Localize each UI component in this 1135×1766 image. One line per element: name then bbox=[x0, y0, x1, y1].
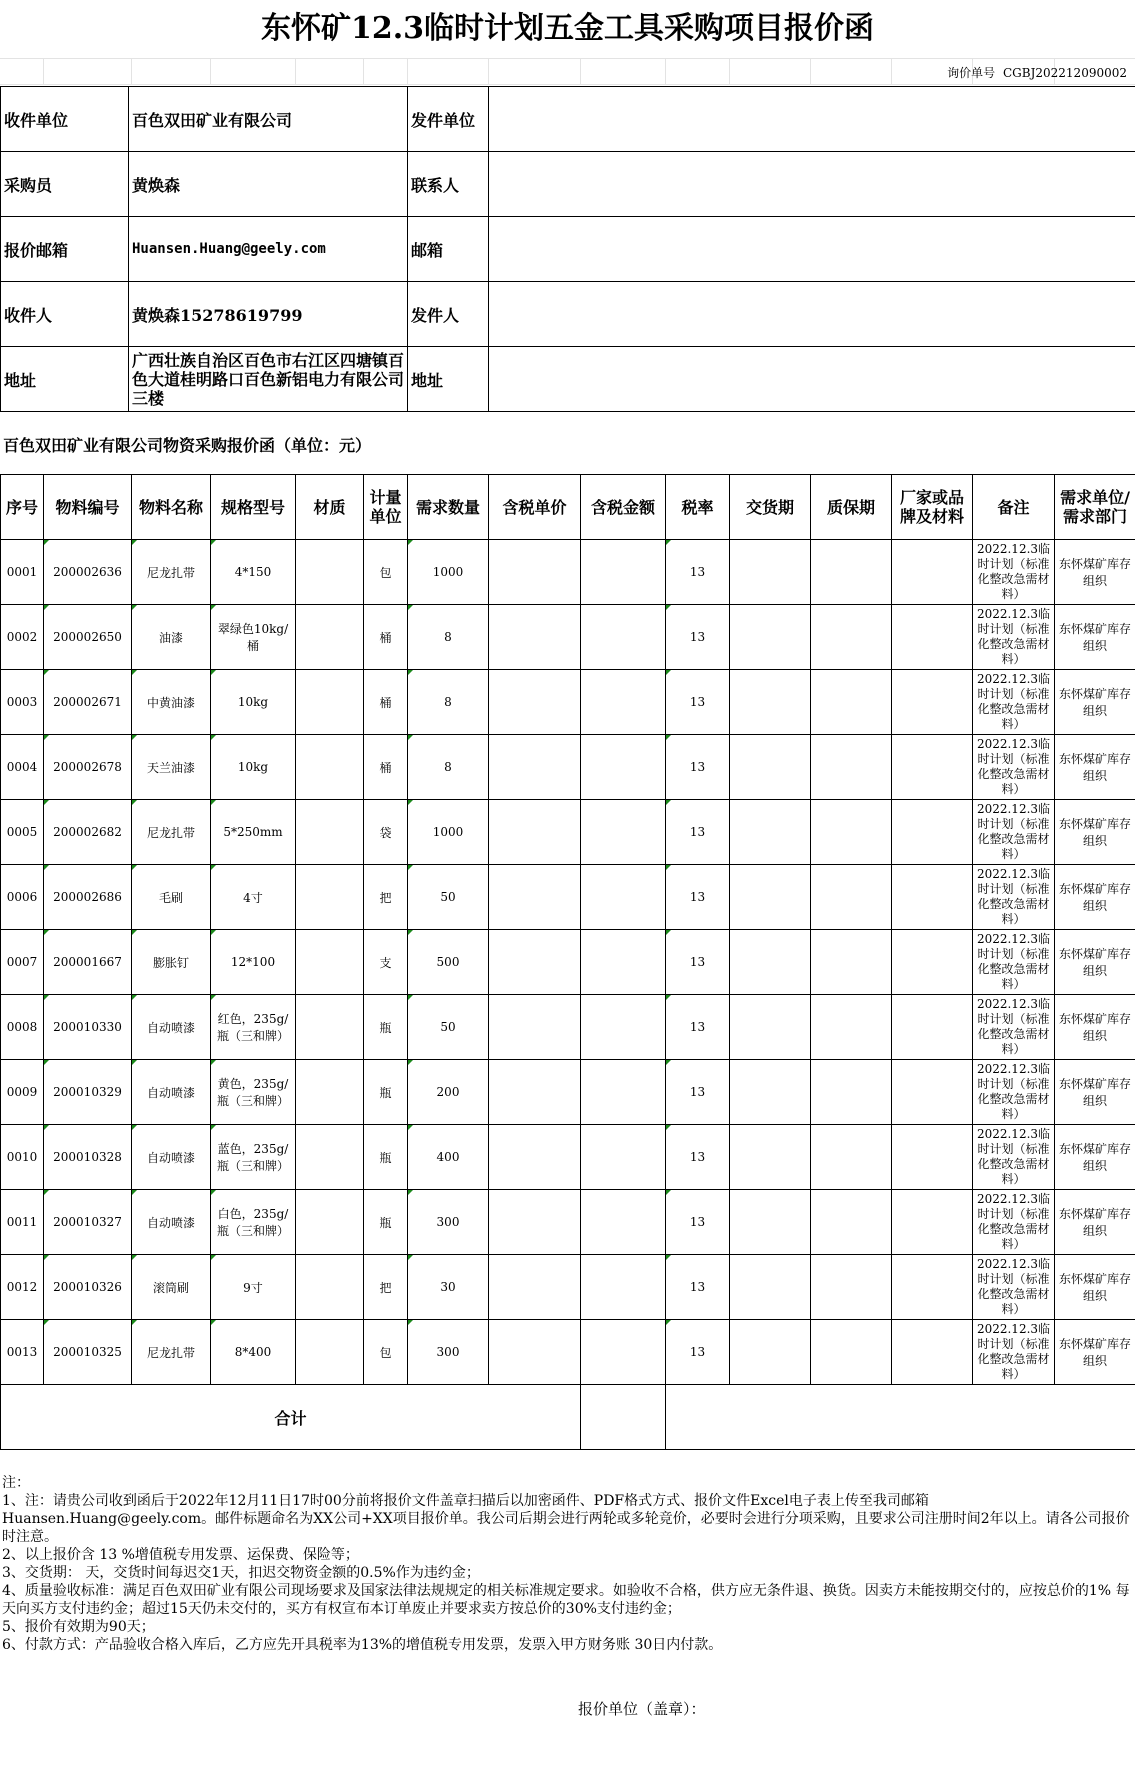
cell-no: 0002 bbox=[1, 605, 44, 670]
cell-price[interactable] bbox=[489, 1190, 581, 1255]
column-header: 质保期 bbox=[811, 475, 892, 540]
cell-qty: 300 bbox=[408, 1190, 489, 1255]
total-remainder bbox=[666, 1385, 1135, 1450]
cell-delivery[interactable] bbox=[730, 735, 811, 800]
cell-unit: 袋 bbox=[364, 800, 408, 865]
note-line: 4、质量验收标准：满足百色双田矿业有限公司现场要求及国家法律法规规定的相关标准规定要求。如验收不合格，供方应无条件退、换货。因卖方未能按期交付的，应按总价的1% 每天向买方支付违约金；超过15天仍未交付的，买方有权宣布本订单废止并要求卖方按总价的30%支付违约金； bbox=[2, 1583, 1130, 1617]
cell-note: 2022.12.3临时计划（标准化整改急需材料） bbox=[973, 1190, 1055, 1255]
cell-note: 2022.12.3临时计划（标准化整改急需材料） bbox=[973, 995, 1055, 1060]
cell-delivery[interactable] bbox=[730, 930, 811, 995]
cell-qty: 8 bbox=[408, 605, 489, 670]
cell-tax: 13 bbox=[666, 540, 730, 605]
label-buyer: 采购员 bbox=[1, 152, 129, 217]
column-header: 备注 bbox=[973, 475, 1055, 540]
info-row bbox=[1, 217, 1135, 282]
sender-value[interactable] bbox=[489, 282, 1135, 347]
cell-brand[interactable] bbox=[892, 1125, 973, 1190]
cell-spec: 5*250mm bbox=[211, 800, 296, 865]
cell-price[interactable] bbox=[489, 1125, 581, 1190]
cell-code: 200010329 bbox=[44, 1060, 132, 1125]
cell-price[interactable] bbox=[489, 865, 581, 930]
cell-amount[interactable] bbox=[581, 1060, 666, 1125]
cell-qty: 50 bbox=[408, 865, 489, 930]
column-header: 需求数量 bbox=[408, 475, 489, 540]
cell-name: 油漆 bbox=[132, 605, 211, 670]
cell-qty: 400 bbox=[408, 1125, 489, 1190]
cell-unit: 把 bbox=[364, 1255, 408, 1320]
label-address2: 地址 bbox=[408, 347, 489, 412]
cell-spec: 9寸 bbox=[211, 1255, 296, 1320]
table-row bbox=[1, 1190, 1135, 1255]
info-table bbox=[0, 86, 1135, 412]
label-sender: 发件人 bbox=[408, 282, 489, 347]
cell-name: 尼龙扎带 bbox=[132, 540, 211, 605]
cell-brand[interactable] bbox=[892, 605, 973, 670]
column-header: 计量单位 bbox=[364, 475, 408, 540]
cell-spec: 翠绿色10kg/桶 bbox=[211, 605, 296, 670]
table-row bbox=[1, 1320, 1135, 1385]
cell-brand[interactable] bbox=[892, 1320, 973, 1385]
cell-dept: 东怀煤矿库存组织 bbox=[1055, 670, 1135, 735]
table-row bbox=[1, 800, 1135, 865]
cell-tax: 13 bbox=[666, 1320, 730, 1385]
cell-delivery[interactable] bbox=[730, 1125, 811, 1190]
cell-no: 0012 bbox=[1, 1255, 44, 1320]
cell-no: 0009 bbox=[1, 1060, 44, 1125]
cell-tax: 13 bbox=[666, 995, 730, 1060]
grid-line bbox=[0, 58, 1135, 59]
email2-value[interactable] bbox=[489, 217, 1135, 282]
table-row bbox=[1, 995, 1135, 1060]
cell-dept: 东怀煤矿库存组织 bbox=[1055, 1255, 1135, 1320]
grid-line bbox=[0, 84, 1135, 85]
cell-note: 2022.12.3临时计划（标准化整改急需材料） bbox=[973, 735, 1055, 800]
cell-code: 200002650 bbox=[44, 605, 132, 670]
cell-spec: 黄色，235g/瓶（三和牌） bbox=[211, 1060, 296, 1125]
cell-unit: 包 bbox=[364, 1320, 408, 1385]
table-row bbox=[1, 865, 1135, 930]
cell-price[interactable] bbox=[489, 1320, 581, 1385]
cell-amount[interactable] bbox=[581, 1255, 666, 1320]
cell-delivery[interactable] bbox=[730, 540, 811, 605]
cell-brand[interactable] bbox=[892, 800, 973, 865]
cell-note: 2022.12.3临时计划（标准化整改急需材料） bbox=[973, 800, 1055, 865]
grid-line bbox=[363, 58, 364, 84]
cell-code: 200002678 bbox=[44, 735, 132, 800]
cell-amount[interactable] bbox=[581, 930, 666, 995]
cell-dept: 东怀煤矿库存组织 bbox=[1055, 1190, 1135, 1255]
cell-spec: 4寸 bbox=[211, 865, 296, 930]
cell-qty: 1000 bbox=[408, 540, 489, 605]
cell-unit: 包 bbox=[364, 540, 408, 605]
address2-value[interactable] bbox=[489, 347, 1135, 412]
cell-warranty[interactable] bbox=[811, 1190, 892, 1255]
grid-line bbox=[580, 58, 581, 84]
cell-dept: 东怀煤矿库存组织 bbox=[1055, 865, 1135, 930]
cell-tax: 13 bbox=[666, 735, 730, 800]
cell-qty: 300 bbox=[408, 1320, 489, 1385]
cell-mat[interactable] bbox=[296, 540, 364, 605]
send-unit-value[interactable] bbox=[489, 87, 1135, 152]
cell-tax: 13 bbox=[666, 930, 730, 995]
info-row bbox=[1, 87, 1135, 152]
cell-tax: 13 bbox=[666, 1125, 730, 1190]
cell-warranty[interactable] bbox=[811, 1060, 892, 1125]
cell-amount[interactable] bbox=[581, 1320, 666, 1385]
table-row bbox=[1, 1255, 1135, 1320]
cell-code: 200010328 bbox=[44, 1125, 132, 1190]
cell-unit: 瓶 bbox=[364, 1060, 408, 1125]
cell-unit: 桶 bbox=[364, 605, 408, 670]
cell-brand[interactable] bbox=[892, 1060, 973, 1125]
cell-name: 滚筒刷 bbox=[132, 1255, 211, 1320]
cell-price[interactable] bbox=[489, 735, 581, 800]
cell-unit: 瓶 bbox=[364, 995, 408, 1060]
cell-mat[interactable] bbox=[296, 1060, 364, 1125]
cell-brand[interactable] bbox=[892, 865, 973, 930]
table-row bbox=[1, 540, 1135, 605]
cell-name: 天兰油漆 bbox=[132, 735, 211, 800]
cell-unit: 把 bbox=[364, 865, 408, 930]
cell-unit: 支 bbox=[364, 930, 408, 995]
cell-mat[interactable] bbox=[296, 930, 364, 995]
cell-brand[interactable] bbox=[892, 670, 973, 735]
cell-spec: 4*150 bbox=[211, 540, 296, 605]
note-line: 注： bbox=[2, 1475, 30, 1491]
cell-name: 中黄油漆 bbox=[132, 670, 211, 735]
cell-code: 200002686 bbox=[44, 865, 132, 930]
cell-warranty[interactable] bbox=[811, 1320, 892, 1385]
column-header: 税率 bbox=[666, 475, 730, 540]
info-row bbox=[1, 347, 1135, 412]
label-email2: 邮箱 bbox=[408, 217, 489, 282]
table-row bbox=[1, 735, 1135, 800]
note-line: 3、交货期： 天，交货时间每迟交1天，扣迟交物资金额的0.5%作为违约金； bbox=[2, 1565, 480, 1581]
cell-delivery[interactable] bbox=[730, 670, 811, 735]
notes-section bbox=[2, 1474, 1132, 1654]
cell-warranty[interactable] bbox=[811, 930, 892, 995]
cell-amount[interactable] bbox=[581, 735, 666, 800]
cell-tax: 13 bbox=[666, 1060, 730, 1125]
table-row bbox=[1, 605, 1135, 670]
column-header: 交货期 bbox=[730, 475, 811, 540]
cell-brand[interactable] bbox=[892, 1190, 973, 1255]
cell-name: 自动喷漆 bbox=[132, 1060, 211, 1125]
cell-price[interactable] bbox=[489, 800, 581, 865]
section-subtitle: 百色双田矿业有限公司物资采购报价函（单位：元） bbox=[3, 436, 372, 455]
cell-no: 0013 bbox=[1, 1320, 44, 1385]
buyer-value: 黄焕森 bbox=[129, 152, 408, 217]
table-row bbox=[1, 930, 1135, 995]
cell-tax: 13 bbox=[666, 605, 730, 670]
cell-warranty[interactable] bbox=[811, 800, 892, 865]
grid-line bbox=[131, 58, 132, 84]
address-value: 广西壮族自治区百色市右江区四塘镇百色大道桂明路口百色新铝电力有限公司三楼 bbox=[129, 347, 408, 412]
info-row bbox=[1, 152, 1135, 217]
cell-unit: 瓶 bbox=[364, 1190, 408, 1255]
cell-spec: 蓝色，235g/瓶（三和牌） bbox=[211, 1125, 296, 1190]
cell-dept: 东怀煤矿库存组织 bbox=[1055, 995, 1135, 1060]
cell-dept: 东怀煤矿库存组织 bbox=[1055, 800, 1135, 865]
cell-qty: 500 bbox=[408, 930, 489, 995]
cell-mat[interactable] bbox=[296, 800, 364, 865]
cell-spec: 8*400 bbox=[211, 1320, 296, 1385]
cell-warranty[interactable] bbox=[811, 670, 892, 735]
cell-mat[interactable] bbox=[296, 670, 364, 735]
cell-dept: 东怀煤矿库存组织 bbox=[1055, 930, 1135, 995]
cell-warranty[interactable] bbox=[811, 1125, 892, 1190]
total-amount[interactable] bbox=[581, 1385, 666, 1450]
cell-spec: 12*100 bbox=[211, 930, 296, 995]
cell-mat[interactable] bbox=[296, 995, 364, 1060]
column-header: 物料编号 bbox=[44, 475, 132, 540]
label-address: 地址 bbox=[1, 347, 129, 412]
column-header: 含税单价 bbox=[489, 475, 581, 540]
cell-amount[interactable] bbox=[581, 1190, 666, 1255]
cell-note: 2022.12.3临时计划（标准化整改急需材料） bbox=[973, 605, 1055, 670]
table-row bbox=[1, 1060, 1135, 1125]
cell-name: 尼龙扎带 bbox=[132, 1320, 211, 1385]
cell-dept: 东怀煤矿库存组织 bbox=[1055, 735, 1135, 800]
cell-mat[interactable] bbox=[296, 735, 364, 800]
contact-value[interactable] bbox=[489, 152, 1135, 217]
cell-warranty[interactable] bbox=[811, 605, 892, 670]
cell-warranty[interactable] bbox=[811, 865, 892, 930]
cell-dept: 东怀煤矿库存组织 bbox=[1055, 1125, 1135, 1190]
note-line: 2、以上报价含 13 %增值税专用发票、运保费、保险等； bbox=[2, 1547, 359, 1563]
cell-dept: 东怀煤矿库存组织 bbox=[1055, 605, 1135, 670]
note-line: 6、付款方式：产品验收合格入库后，乙方应先开具税率为13%的增值税专用发票，发票入甲方财务账 30日内付款。 bbox=[2, 1637, 723, 1653]
cell-delivery[interactable] bbox=[730, 995, 811, 1060]
cell-note: 2022.12.3临时计划（标准化整改急需材料） bbox=[973, 1060, 1055, 1125]
label-recv-unit: 收件单位 bbox=[1, 87, 129, 152]
cell-qty: 200 bbox=[408, 1060, 489, 1125]
receiver-value: 黄焕森15278619799 bbox=[129, 282, 408, 347]
cell-unit: 瓶 bbox=[364, 1125, 408, 1190]
cell-qty: 50 bbox=[408, 995, 489, 1060]
table-row bbox=[1, 1125, 1135, 1190]
cell-mat[interactable] bbox=[296, 605, 364, 670]
cell-code: 200010327 bbox=[44, 1190, 132, 1255]
signature-label: 报价单位（盖章）： bbox=[578, 1700, 706, 1718]
cell-delivery[interactable] bbox=[730, 1255, 811, 1320]
cell-tax: 13 bbox=[666, 1190, 730, 1255]
inquiry-label: 询价单号 bbox=[947, 66, 996, 80]
note-line: 1、注：请贵公司收到函后于2022年12月11日17时00分前将报价文件盖章扫描后以加密函件、PDF格式方式、报价文件Excel电子表上传至我司邮箱Huansen.Huang@geely.com。邮件标题命名为XX公司+XX项目报价单。我公司后期会进行两轮或多轮竞价，必要时会进行分项采购，且要求公司注册时间2年以上。请各公司报价时注意。 bbox=[2, 1493, 1130, 1545]
cell-dept: 东怀煤矿库存组织 bbox=[1055, 1320, 1135, 1385]
cell-price[interactable] bbox=[489, 605, 581, 670]
note-line: 5、报价有效期为90天； bbox=[2, 1619, 155, 1635]
cell-delivery[interactable] bbox=[730, 1190, 811, 1255]
cell-note: 2022.12.3临时计划（标准化整改急需材料） bbox=[973, 1255, 1055, 1320]
cell-price[interactable] bbox=[489, 930, 581, 995]
cell-mat[interactable] bbox=[296, 865, 364, 930]
cell-tax: 13 bbox=[666, 670, 730, 735]
page-title: 东怀矿12.3临时计划五金工具采购项目报价函 bbox=[0, 0, 1135, 59]
cell-no: 0010 bbox=[1, 1125, 44, 1190]
cell-no: 0003 bbox=[1, 670, 44, 735]
cell-note: 2022.12.3临时计划（标准化整改急需材料） bbox=[973, 865, 1055, 930]
column-header: 含税金额 bbox=[581, 475, 666, 540]
cell-warranty[interactable] bbox=[811, 1255, 892, 1320]
cell-warranty[interactable] bbox=[811, 735, 892, 800]
cell-amount[interactable] bbox=[581, 670, 666, 735]
cell-no: 0006 bbox=[1, 865, 44, 930]
inquiry-number bbox=[947, 64, 1127, 81]
cell-note: 2022.12.3临时计划（标准化整改急需材料） bbox=[973, 1125, 1055, 1190]
cell-amount[interactable] bbox=[581, 540, 666, 605]
cell-spec: 10kg bbox=[211, 670, 296, 735]
cell-brand[interactable] bbox=[892, 1255, 973, 1320]
items-table bbox=[0, 474, 1135, 1450]
cell-delivery[interactable] bbox=[730, 865, 811, 930]
cell-code: 200002682 bbox=[44, 800, 132, 865]
cell-code: 200010326 bbox=[44, 1255, 132, 1320]
cell-delivery[interactable] bbox=[730, 1060, 811, 1125]
cell-unit: 桶 bbox=[364, 670, 408, 735]
cell-code: 200010325 bbox=[44, 1320, 132, 1385]
cell-tax: 13 bbox=[666, 800, 730, 865]
cell-delivery[interactable] bbox=[730, 605, 811, 670]
cell-brand[interactable] bbox=[892, 930, 973, 995]
cell-price[interactable] bbox=[489, 1060, 581, 1125]
label-email: 报价邮箱 bbox=[1, 217, 129, 282]
total-label: 合计 bbox=[1, 1385, 581, 1450]
cell-warranty[interactable] bbox=[811, 995, 892, 1060]
cell-brand[interactable] bbox=[892, 995, 973, 1060]
cell-amount[interactable] bbox=[581, 1125, 666, 1190]
label-contact: 联系人 bbox=[408, 152, 489, 217]
column-header: 需求单位/需求部门 bbox=[1055, 475, 1135, 540]
cell-note: 2022.12.3临时计划（标准化整改急需材料） bbox=[973, 540, 1055, 605]
cell-spec: 白色，235g/瓶（三和牌） bbox=[211, 1190, 296, 1255]
grid-line bbox=[729, 58, 730, 84]
cell-price[interactable] bbox=[489, 540, 581, 605]
table-row bbox=[1, 670, 1135, 735]
cell-amount[interactable] bbox=[581, 800, 666, 865]
cell-name: 自动喷漆 bbox=[132, 1125, 211, 1190]
cell-name: 自动喷漆 bbox=[132, 995, 211, 1060]
cell-spec: 10kg bbox=[211, 735, 296, 800]
cell-price[interactable] bbox=[489, 1255, 581, 1320]
cell-unit: 桶 bbox=[364, 735, 408, 800]
cell-mat[interactable] bbox=[296, 1255, 364, 1320]
cell-no: 0001 bbox=[1, 540, 44, 605]
column-header: 材质 bbox=[296, 475, 364, 540]
cell-amount[interactable] bbox=[581, 865, 666, 930]
inquiry-value: CGBJ202212090002 bbox=[1002, 66, 1127, 80]
cell-brand[interactable] bbox=[892, 540, 973, 605]
email-value: Huansen.Huang@geely.com bbox=[129, 217, 408, 282]
cell-mat[interactable] bbox=[296, 1320, 364, 1385]
cell-name: 尼龙扎带 bbox=[132, 800, 211, 865]
column-header: 物料名称 bbox=[132, 475, 211, 540]
cell-mat[interactable] bbox=[296, 1190, 364, 1255]
column-header: 序号 bbox=[1, 475, 44, 540]
cell-amount[interactable] bbox=[581, 995, 666, 1060]
label-send-unit: 发件单位 bbox=[408, 87, 489, 152]
grid-line bbox=[891, 58, 892, 84]
cell-code: 200001667 bbox=[44, 930, 132, 995]
cell-no: 0011 bbox=[1, 1190, 44, 1255]
cell-dept: 东怀煤矿库存组织 bbox=[1055, 1060, 1135, 1125]
grid-line bbox=[210, 58, 211, 84]
cell-delivery[interactable] bbox=[730, 800, 811, 865]
cell-code: 200002671 bbox=[44, 670, 132, 735]
header-row bbox=[1, 475, 1135, 540]
cell-no: 0008 bbox=[1, 995, 44, 1060]
total-row bbox=[1, 1385, 1135, 1450]
cell-no: 0004 bbox=[1, 735, 44, 800]
cell-qty: 8 bbox=[408, 670, 489, 735]
grid-line bbox=[295, 58, 296, 84]
column-header: 规格型号 bbox=[211, 475, 296, 540]
grid-line bbox=[43, 58, 44, 84]
cell-no: 0005 bbox=[1, 800, 44, 865]
cell-price[interactable] bbox=[489, 995, 581, 1060]
grid-line bbox=[665, 58, 666, 84]
cell-tax: 13 bbox=[666, 1255, 730, 1320]
cell-code: 200002636 bbox=[44, 540, 132, 605]
cell-mat[interactable] bbox=[296, 1125, 364, 1190]
cell-amount[interactable] bbox=[581, 605, 666, 670]
info-row bbox=[1, 282, 1135, 347]
cell-dept: 东怀煤矿库存组织 bbox=[1055, 540, 1135, 605]
cell-spec: 红色，235g/瓶（三和牌） bbox=[211, 995, 296, 1060]
cell-note: 2022.12.3临时计划（标准化整改急需材料） bbox=[973, 670, 1055, 735]
column-header: 厂家或品牌及材料 bbox=[892, 475, 973, 540]
grid-line bbox=[488, 58, 489, 84]
cell-name: 自动喷漆 bbox=[132, 1190, 211, 1255]
cell-code: 200010330 bbox=[44, 995, 132, 1060]
cell-qty: 1000 bbox=[408, 800, 489, 865]
cell-name: 膨胀钉 bbox=[132, 930, 211, 995]
cell-note: 2022.12.3临时计划（标准化整改急需材料） bbox=[973, 930, 1055, 995]
grid-line bbox=[810, 58, 811, 84]
cell-name: 毛刷 bbox=[132, 865, 211, 930]
recv-unit-value: 百色双田矿业有限公司 bbox=[129, 87, 408, 152]
cell-qty: 8 bbox=[408, 735, 489, 800]
cell-qty: 30 bbox=[408, 1255, 489, 1320]
cell-warranty[interactable] bbox=[811, 540, 892, 605]
label-receiver: 收件人 bbox=[1, 282, 129, 347]
cell-no: 0007 bbox=[1, 930, 44, 995]
cell-price[interactable] bbox=[489, 670, 581, 735]
cell-brand[interactable] bbox=[892, 735, 973, 800]
cell-note: 2022.12.3临时计划（标准化整改急需材料） bbox=[973, 1320, 1055, 1385]
cell-delivery[interactable] bbox=[730, 1320, 811, 1385]
grid-line bbox=[407, 58, 408, 84]
cell-tax: 13 bbox=[666, 865, 730, 930]
